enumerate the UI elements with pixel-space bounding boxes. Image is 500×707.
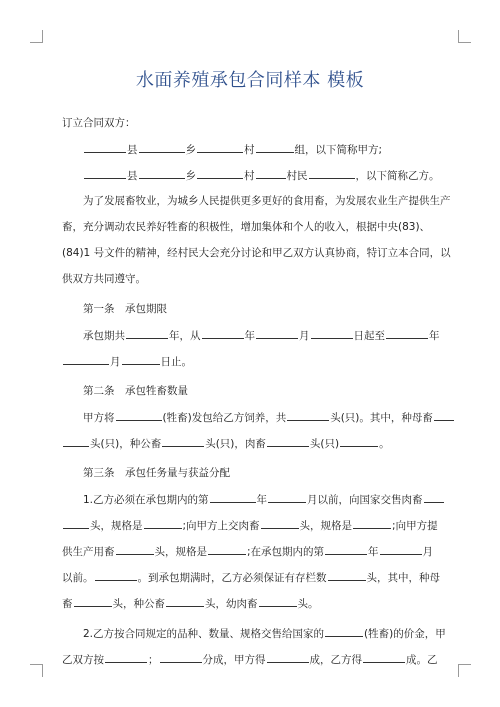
article-3-para-1-line-1: 1.乙方必须在承包期内的第 年 月以前，向国家交售肉畜 — [62, 492, 442, 518]
preamble-line-4: 供双方共同遵守。 — [62, 273, 146, 285]
preamble-line-2: 畜，充分调动农民养好牲畜的积极性，增加集体和个人的收入，根据中央(83)、 — [62, 221, 431, 233]
article-3-para-1-line-3: 供生产用畜 头，规格是 ;在承包期内的第 年 月 — [62, 546, 434, 558]
article-3-para-1-line-5: 畜 头，种公畜 头，幼肉畜 头。 — [62, 598, 319, 610]
party-b-line: 县 乡 村 村民 ，以下简称乙方。 — [62, 168, 442, 194]
preamble-line-1: 为了发展畜牧业，为城乡人民提供更多更好的食用畜，为发展农业生产提供生产 — [83, 195, 451, 207]
contract-body — [62, 116, 451, 678]
article-3-heading: 第三条 承包任务量与获益分配 — [83, 467, 230, 479]
article-1-heading: 第一条 承包期限 — [83, 303, 167, 315]
document-title: 水面养殖承包合同样本 模板 — [135, 70, 365, 91]
preamble-line-3: (84)1 号文件的精神，经村民大会充分讨论和甲乙双方认真协商，特订立本合同，以 — [62, 247, 451, 259]
crop-mark-bottom-left — [30, 664, 43, 677]
article-3-para-2-line-2: 乙双方按 ； 分成，甲方得 成，乙方得 成。乙 — [62, 654, 438, 666]
article-2-heading: 第二条 承包牲畜数量 — [83, 385, 188, 397]
crop-mark-bottom-right — [458, 664, 471, 677]
article-1-line-1: 承包期共 年，从 年 月 日起至 年 — [83, 330, 440, 342]
crop-mark-top-right — [458, 30, 471, 43]
article-2-line-2: 头(只)，种公畜 头(只)，肉畜 头(只) 。 — [62, 436, 442, 462]
parties-intro: 订立合同双方： — [62, 117, 136, 129]
article-3-para-1-line-4: 以前。 。到承包期满时，乙方必须保证有存栏数 头，其中，种母 — [62, 572, 440, 584]
article-3-para-1-line-2: 头，规格是 ;向甲方上交肉畜 头，规格是 ;向甲方提 — [62, 518, 442, 544]
crop-mark-top-left — [30, 30, 43, 43]
article-2-line-1: 甲方将 (牲畜)发包给乙方饲养，共 头(只)。其中，种母畜 — [62, 410, 442, 436]
article-1-line-2: 月 日止。 — [62, 354, 442, 380]
article-3-para-2-line-1: 2.乙方按合同规定的品种、数量、规格交售给国家的 (牲畜)的价金，甲 — [83, 628, 446, 640]
party-a-line: 县 乡 村 组，以下简称甲方; — [62, 142, 442, 168]
